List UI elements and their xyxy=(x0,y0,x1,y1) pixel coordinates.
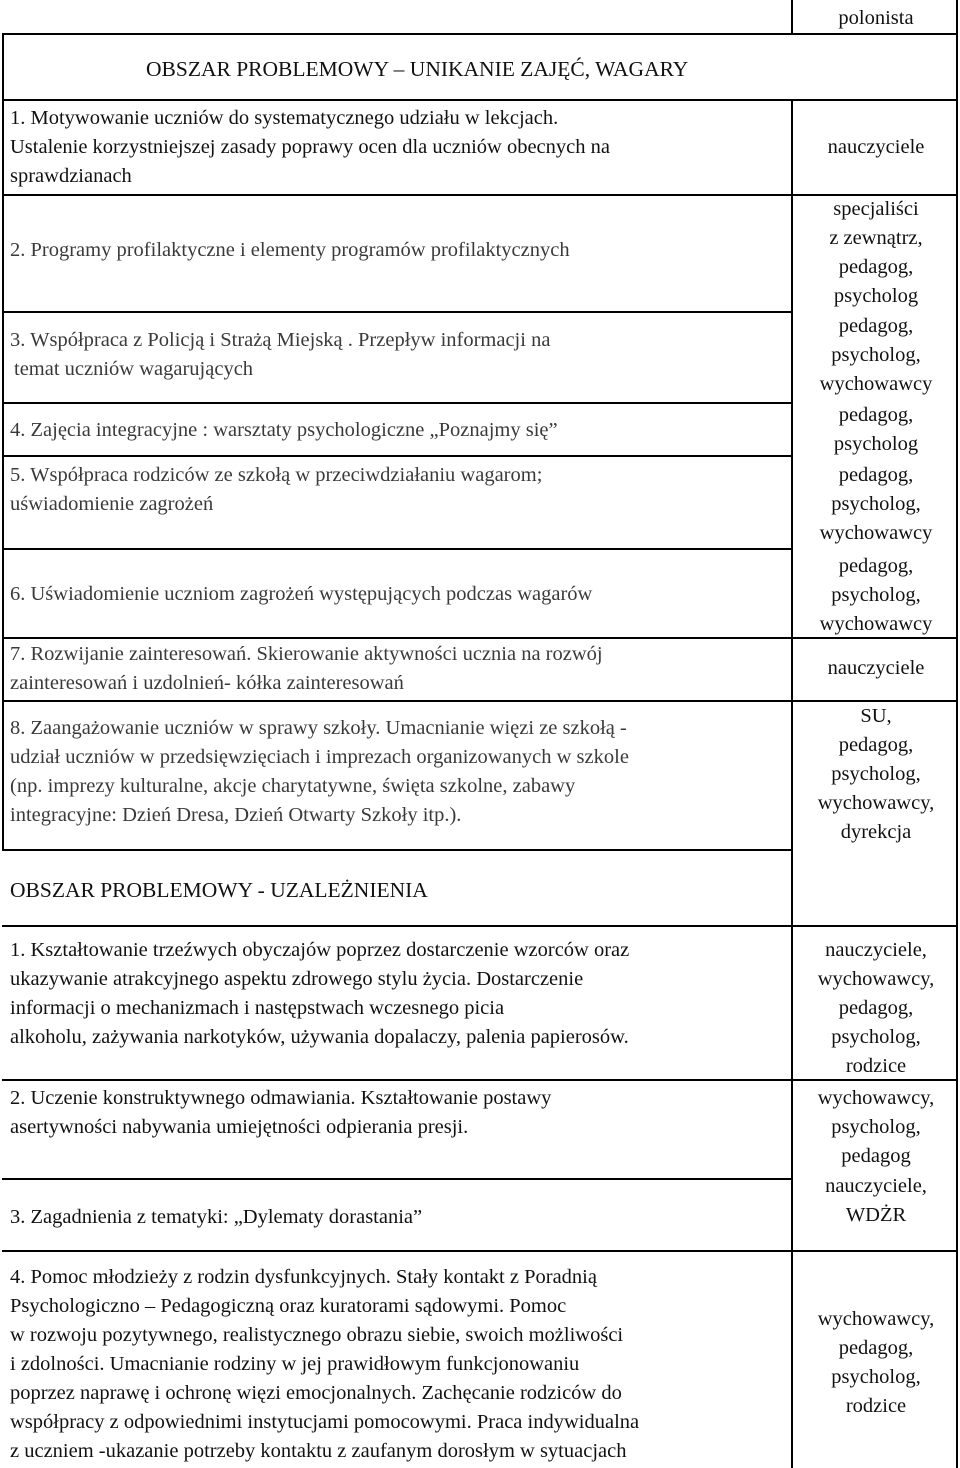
section2-row1-responsible xyxy=(792,936,960,1081)
section1-row5-line1: 5. Współpraca rodziców ze szkołą w przeciwdziałaniu wagarom; xyxy=(10,464,543,486)
row-border xyxy=(2,548,792,550)
section1-row8-line1: 8. Zaangażowanie uczniów w sprawy szkoły. Umacnianie więzi ze szkołą - xyxy=(10,717,627,739)
responsible-line: pedagog, xyxy=(838,997,914,1019)
responsible-line: pedagog, xyxy=(838,734,914,756)
section1-row4-line1: 4. Zajęcia integracyjne : warsztaty psychologiczne „Poznajmy się” xyxy=(10,419,558,441)
section1-row8-line4: integracyjne: Dzień Dresa, Dzień Otwarty Szkoły itp.). xyxy=(10,804,462,826)
section1-row8-line2: udział uczniów w przedsięwzięciach i imprezach organizowanych w szkole xyxy=(10,746,629,768)
section-title: OBSZAR PROBLEMOWY - UZALEŻNIENIA xyxy=(10,878,428,902)
row-border xyxy=(2,455,792,457)
section2-row4-line5: poprzez naprawę i ochronę więzi emocjonalnych. Zachęcanie rodziców do xyxy=(10,1382,622,1404)
responsible-line: psycholog, xyxy=(831,344,921,366)
row-border xyxy=(2,99,958,101)
responsible-line: wychowawcy, xyxy=(817,1308,935,1330)
section1-row3-line1: 3. Współpraca z Policją i Strażą Miejską . Przepływ informacji na xyxy=(10,329,551,351)
responsible-line: psycholog xyxy=(833,285,919,307)
section2-row4-line7: z uczniem -ukazanie potrzeby kontaktu z zaufanym dorosłym w sytuacjach xyxy=(10,1440,627,1462)
responsible-line: psycholog, xyxy=(831,584,921,606)
section2-row4-line4: i zdolności. Umacnianie rodziny w jej prawidłowym funkcjonowaniu xyxy=(10,1353,580,1375)
responsible-line: rodzice xyxy=(845,1395,907,1417)
section-title: OBSZAR PROBLEMOWY – UNIKANIE ZAJĘĆ, WAGARY xyxy=(146,57,689,81)
section2-row3-responsible xyxy=(792,1172,960,1230)
section1-row7-line1: 7. Rozwijanie zainteresowań. Skierowanie aktywności ucznia na rozwój xyxy=(10,643,603,665)
section2-row4-line2: Psychologiczno – Pedagogiczną oraz kuratorami sądowymi. Pomoc xyxy=(10,1295,567,1317)
section2-row4-line3: w rozwoju pozytywnego, realistycznego obrazu siebie, swoich możliwości xyxy=(10,1324,624,1346)
responsible-line: nauczyciele, xyxy=(825,1175,927,1197)
section1-row2-responsible xyxy=(792,195,960,311)
section2-row4-responsible xyxy=(792,1305,960,1421)
responsible-line: psycholog, xyxy=(831,1116,921,1138)
section1-row7-responsible xyxy=(792,654,960,683)
responsible-line: rodzice xyxy=(845,1055,907,1077)
section1-row3-responsible xyxy=(792,312,960,399)
section1-row2-line1: 2. Programy profilaktyczne i elementy programów profilaktycznych xyxy=(10,239,570,261)
responsible-line: psycholog, xyxy=(831,763,921,785)
section1-row7-line2: zainteresowań i uzdolnień- kółka zainteresowań xyxy=(10,672,404,694)
section2-row3-line1: 3. Zagadnienia z tematyki: „Dylematy dorastania” xyxy=(10,1206,423,1228)
section1-row1-line3: sprawdzianach xyxy=(10,165,132,187)
section1-row4-responsible xyxy=(792,401,960,459)
responsible-line: wychowawcy, xyxy=(817,968,935,990)
responsible-line: nauczyciele xyxy=(827,657,925,679)
section1-row8-responsible xyxy=(792,702,960,847)
section1-row5-line2: uświadomienie zagrożeń xyxy=(10,493,214,515)
section1-row6-responsible xyxy=(792,552,960,639)
responsible-line: wychowawcy, xyxy=(817,1087,935,1109)
responsible-line: pedagog, xyxy=(838,464,914,486)
row-border xyxy=(2,1250,958,1252)
section2-row1-line1: 1. Kształtowanie trzeźwych obyczajów poprzez dostarczenie wzorców oraz xyxy=(10,939,630,961)
responsible-line: pedagog, xyxy=(838,315,914,337)
responsible-line: psycholog, xyxy=(831,1026,921,1048)
responsible-line: psycholog, xyxy=(831,493,921,515)
section1-row1-line1: 1. Motywowanie uczniów do systematycznego udziału w lekcjach. xyxy=(10,107,559,129)
section1-row3-line2: temat uczniów wagarujących xyxy=(14,358,254,380)
row-border xyxy=(2,402,792,404)
responsible-line: pedagog, xyxy=(838,1337,914,1359)
section1-row6-line1: 6. Uświadomienie uczniom zagrożeń występujących podczas wagarów xyxy=(10,583,593,605)
section2-row2-line2: asertywności nabywania umiejętności odpierania presji. xyxy=(10,1116,469,1138)
section2-row1-line2: ukazywanie atrakcyjnego aspektu zdrowego stylu życia. Dostarczenie xyxy=(10,968,584,990)
section2-row2-line1: 2. Uczenie konstruktywnego odmawiania. Kształtowanie postawy xyxy=(10,1087,552,1109)
row-border xyxy=(2,1178,792,1180)
responsible-line: pedagog, xyxy=(838,256,914,278)
responsible-line: pedagog, xyxy=(838,404,914,426)
responsible-line: wychowawcy xyxy=(819,522,933,544)
section1-row1-line2: Ustalenie korzystniejszej zasady poprawy ocen dla uczniów obecnych na xyxy=(10,136,610,158)
section1-row5-responsible xyxy=(792,461,960,548)
responsible-line: pedagog, xyxy=(838,555,914,577)
section1-row1-responsible xyxy=(792,133,960,162)
responsible-line: pedagog xyxy=(841,1145,911,1167)
responsible-line: wychowawcy xyxy=(819,613,933,635)
row-border xyxy=(2,925,958,927)
responsible-line: psycholog, xyxy=(831,1366,921,1388)
section2-row2-responsible xyxy=(792,1084,960,1171)
responsible-line: SU, xyxy=(860,705,892,727)
top-right-label: polonista xyxy=(838,7,914,29)
table-border-left xyxy=(2,33,4,851)
section1-row8-line3: (np. imprezy kulturalne, akcje charytatywne, święta szkolne, zabawy xyxy=(10,775,576,797)
responsible-line: wychowawcy xyxy=(819,373,933,395)
section2-row1-line4: alkoholu, zażywania narkotyków, używania dopalaczy, palenia papierosów. xyxy=(10,1026,629,1048)
row-border xyxy=(2,311,792,313)
responsible-line: wychowawcy, xyxy=(817,792,935,814)
responsible-line: z zewnątrz, xyxy=(829,227,923,249)
section2-row4-line1: 4. Pomoc młodzieży z rodzin dysfunkcyjnych. Stały kontakt z Poradnią xyxy=(10,1266,597,1288)
responsible-line: psycholog xyxy=(833,433,919,455)
row-border xyxy=(2,33,958,35)
responsible-line: nauczyciele, xyxy=(825,939,927,961)
row-border xyxy=(2,849,792,851)
responsible-line: nauczyciele xyxy=(827,136,925,158)
responsible-line: WDŻR xyxy=(845,1204,907,1226)
section2-row4-line6: współpracy z odpowiednimi instytucjami pomocowymi. Praca indywidualna xyxy=(10,1411,640,1433)
responsible-line: specjaliści xyxy=(833,198,919,220)
section2-row1-line3: informacji o mechanizmach i następstwach wczesnego picia xyxy=(10,997,505,1019)
responsible-line: dyrekcja xyxy=(840,821,912,843)
